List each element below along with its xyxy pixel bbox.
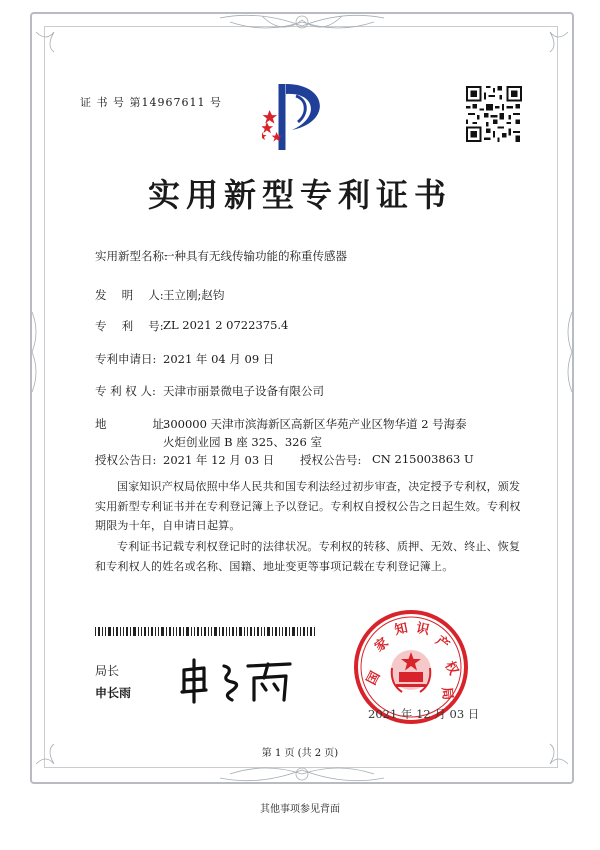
certificate-title: 实用新型专利证书 <box>147 176 452 214</box>
field-address <box>0 416 600 452</box>
field-inventor <box>0 287 600 303</box>
field-value: 一种具有无线传输功能的称重传感器 <box>163 249 347 263</box>
field-filing-date <box>0 351 600 367</box>
svg-text:产: 产 <box>432 633 452 654</box>
field-value: ZL 2021 2 0722375.4 <box>163 318 289 332</box>
barcode-icon <box>95 627 317 636</box>
footer-note: 其他事项参见背面 <box>260 804 340 815</box>
svg-text:权: 权 <box>441 659 461 678</box>
field-value: 天津市丽景微电子设备有限公司 <box>163 384 324 398</box>
field-value: 2021 年 04 月 09 日 <box>163 352 275 366</box>
field-label: 授权公告号: <box>300 453 362 467</box>
field-utility-model-name <box>0 248 600 264</box>
body-paragraph-2: 专利证书记载专利权登记时的法律状况。专利权的转移、质押、无效、终止、恢复和专利权人的姓名或名称、国籍、地址变更等事项记载在专利登记簿上。 <box>95 540 521 573</box>
field-label: 授权公告日: <box>95 453 157 467</box>
field-value: CN 215003863 U <box>372 452 474 466</box>
field-label: 专利申请日: <box>95 352 157 366</box>
svg-text:局: 局 <box>438 686 455 701</box>
field-announcement <box>0 452 600 468</box>
certificate-number: 证 书 号 第14967611 号 <box>80 96 222 109</box>
body-paragraph-1: 国家知识产权局依照中华人民共和国专利法经过初步审查，决定授予专利权，颁发实用新型专利证书并在专利登记簿上予以登记。专利权自授权公告之日起生效。专利权期限为十年，自申请日起算。 <box>95 480 521 532</box>
handwritten-signature <box>178 656 298 706</box>
signature-role: 局长 <box>95 664 120 678</box>
field-label: 专 利 号: <box>95 319 164 333</box>
field-value: 王立刚;赵钧 <box>163 288 225 302</box>
field-value-line1: 300000 天津市滨海新区高新区华苑产业区物华道 2 号海泰 <box>163 417 467 431</box>
field-patentee <box>0 383 600 399</box>
svg-text:国: 国 <box>364 669 384 688</box>
svg-text:知: 知 <box>393 620 410 639</box>
qr-code-icon <box>466 86 522 142</box>
field-label: 实用新型名称: <box>95 249 168 263</box>
field-value: 2021 年 12 月 03 日 <box>163 453 275 467</box>
seal-date: 2021 年 12 月 03 日 <box>368 707 480 721</box>
field-label: 专 利 权 人: <box>95 384 156 398</box>
field-value-line2: 火炬创业园 B 座 325、326 室 <box>163 435 322 449</box>
patent-office-logo-icon <box>262 78 332 152</box>
signature-name: 申长雨 <box>95 686 132 700</box>
svg-text:识: 识 <box>414 620 431 639</box>
svg-text:家: 家 <box>372 635 392 656</box>
field-patent-number <box>0 318 600 334</box>
field-label: 地 址: <box>95 417 168 431</box>
field-label: 发 明 人: <box>95 288 164 302</box>
page-number: 第 1 页 (共 2 页) <box>261 748 339 759</box>
